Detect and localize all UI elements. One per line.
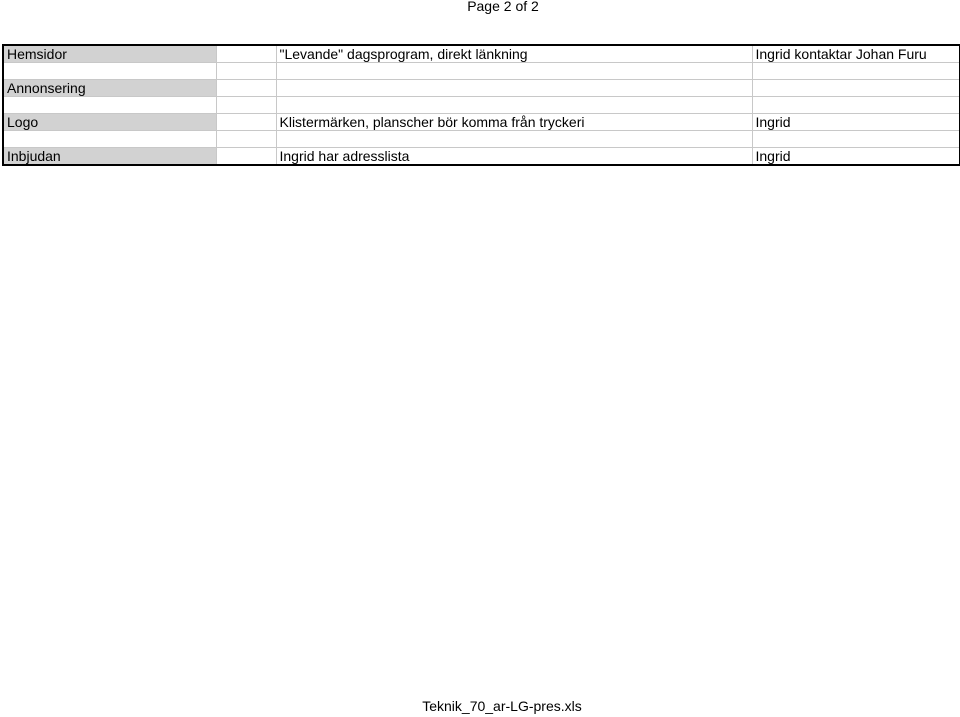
table-row	[3, 63, 960, 80]
responsible-cell	[752, 131, 960, 148]
file-name-footer: Teknik_70_ar-LG-pres.xls	[422, 698, 582, 714]
description-cell: Ingrid har adresslista	[276, 148, 752, 166]
category-cell	[3, 97, 216, 114]
table-row	[3, 114, 960, 131]
spreadsheet-table	[2, 44, 960, 166]
blank-cell	[216, 45, 276, 63]
category-cell: Hemsidor	[3, 45, 216, 63]
responsible-cell: Ingrid	[752, 114, 960, 131]
blank-cell	[216, 131, 276, 148]
description-cell: Klistermärken, planscher bör komma från tryckeri	[276, 114, 752, 131]
responsible-cell	[752, 63, 960, 80]
category-cell: Logo	[3, 114, 216, 131]
table-row	[3, 97, 960, 114]
description-cell	[276, 80, 752, 97]
blank-cell	[216, 148, 276, 166]
description-cell	[276, 97, 752, 114]
table-row	[3, 148, 960, 166]
responsible-cell	[752, 80, 960, 97]
responsible-cell: Ingrid kontaktar Johan Furu	[752, 45, 960, 63]
description-cell	[276, 63, 752, 80]
table-row	[3, 45, 960, 63]
blank-cell	[216, 97, 276, 114]
responsible-cell: Ingrid	[752, 148, 960, 166]
description-cell	[276, 131, 752, 148]
blank-cell	[216, 63, 276, 80]
responsible-cell	[752, 97, 960, 114]
table-row	[3, 80, 960, 97]
blank-cell	[216, 80, 276, 97]
description-cell: "Levande" dagsprogram, direkt länkning	[276, 45, 752, 63]
page-number: Page 2 of 2	[467, 0, 539, 14]
blank-cell	[216, 114, 276, 131]
category-cell	[3, 131, 216, 148]
category-cell: Inbjudan	[3, 148, 216, 166]
table-row	[3, 131, 960, 148]
category-cell: Annonsering	[3, 80, 216, 97]
category-cell	[3, 63, 216, 80]
